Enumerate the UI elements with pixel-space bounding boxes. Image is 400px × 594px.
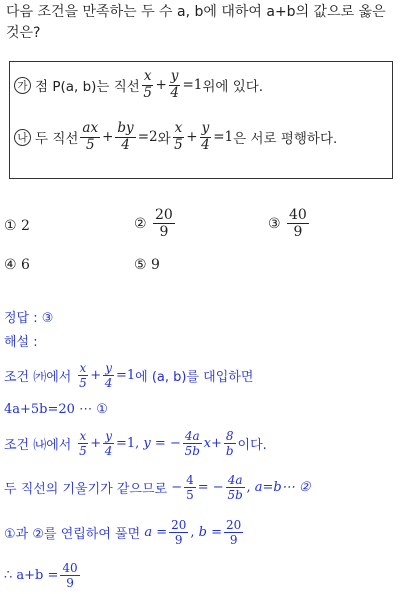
choice-2[interactable]: ② $\frac{20}{9}$ — [134, 207, 173, 240]
solution-step-2: 4a+5b=20 ⋯ ① — [4, 402, 108, 417]
solution-step-3: 조건 ㈏에서 $\frac{x}{5}$ + $\frac{y}{4}$ =1, y = − $\frac{4a}{5b}$ x + $\frac{8}{b}$ 이다. — [4, 429, 267, 458]
question-line-2: 것은? — [6, 25, 41, 41]
condition-na-lead: 두 직선 — [35, 131, 79, 147]
answer-line: 정답 : ③ — [4, 311, 54, 326]
condition-ga-tail: 위에 있다. — [202, 79, 264, 95]
condition-na-mid: 와 — [157, 131, 171, 147]
fraction-x-over-5: $\frac{x}{5}$ — [174, 120, 183, 153]
solution-step-4: 두 직선의 기울기가 같으므로 − $\frac{4}{5}$ = − $\frac{4a}{5b}$ , a=b⋯ ② — [4, 473, 311, 502]
fraction-x-over-5: $\frac{x}{5}$ — [143, 68, 152, 101]
fraction-y-over-4: $\frac{y}{4}$ — [170, 68, 179, 101]
fraction-y-over-4: $\frac{y}{4}$ — [201, 120, 210, 153]
condition-na-mark: 나 — [14, 129, 31, 146]
fraction-by-over-4: $\frac{by}{4}$ — [117, 120, 134, 153]
condition-ga-text: 점 P(a, b)는 직선 — [35, 79, 140, 95]
choice-3[interactable]: ③ $\frac{40}{9}$ — [268, 207, 307, 240]
choice-4[interactable]: ④ 6 — [4, 257, 30, 273]
question-line-1: 다음 조건을 만족하는 두 수 a, b에 대하여 a+b의 값으로 옳은 — [6, 4, 386, 20]
conditions-box — [9, 61, 393, 179]
choice-5[interactable]: ⑤ 9 — [134, 257, 160, 273]
solution-step-1: 조건 ㈎에서 $\frac{x}{5}$ + $\frac{y}{4}$ =1 에 (a, b)를 대입하면 — [4, 361, 254, 390]
solution-conclusion: ∴ a+b = $\frac{40}{9}$ — [4, 561, 78, 590]
condition-ga-mark: 가 — [14, 77, 31, 94]
fraction-ax-over-5: $\frac{ax}{5}$ — [82, 120, 99, 153]
condition-ga: 가 점 P(a, b)는 직선 $\frac{x}{5}$ + $\frac{y}{4}$ =1 위에 있다. — [14, 70, 263, 100]
condition-na: 나 두 직선 $\frac{ax}{5}$ + $\frac{by}{4}$ =2 와 $\frac{x}{5}$ + $\frac{y}{4}$ =1 은 서로 평행하다. — [14, 122, 337, 152]
condition-na-tail: 은 서로 평행하다. — [233, 131, 338, 147]
choice-1[interactable]: ① 2 — [4, 218, 30, 234]
solution-heading: 해설 : — [4, 335, 38, 350]
solution-step-5: ①과 ②를 연립하여 풀면 a = $\frac{20}{9}$ , b = $\frac{20}{9}$ — [4, 518, 242, 547]
